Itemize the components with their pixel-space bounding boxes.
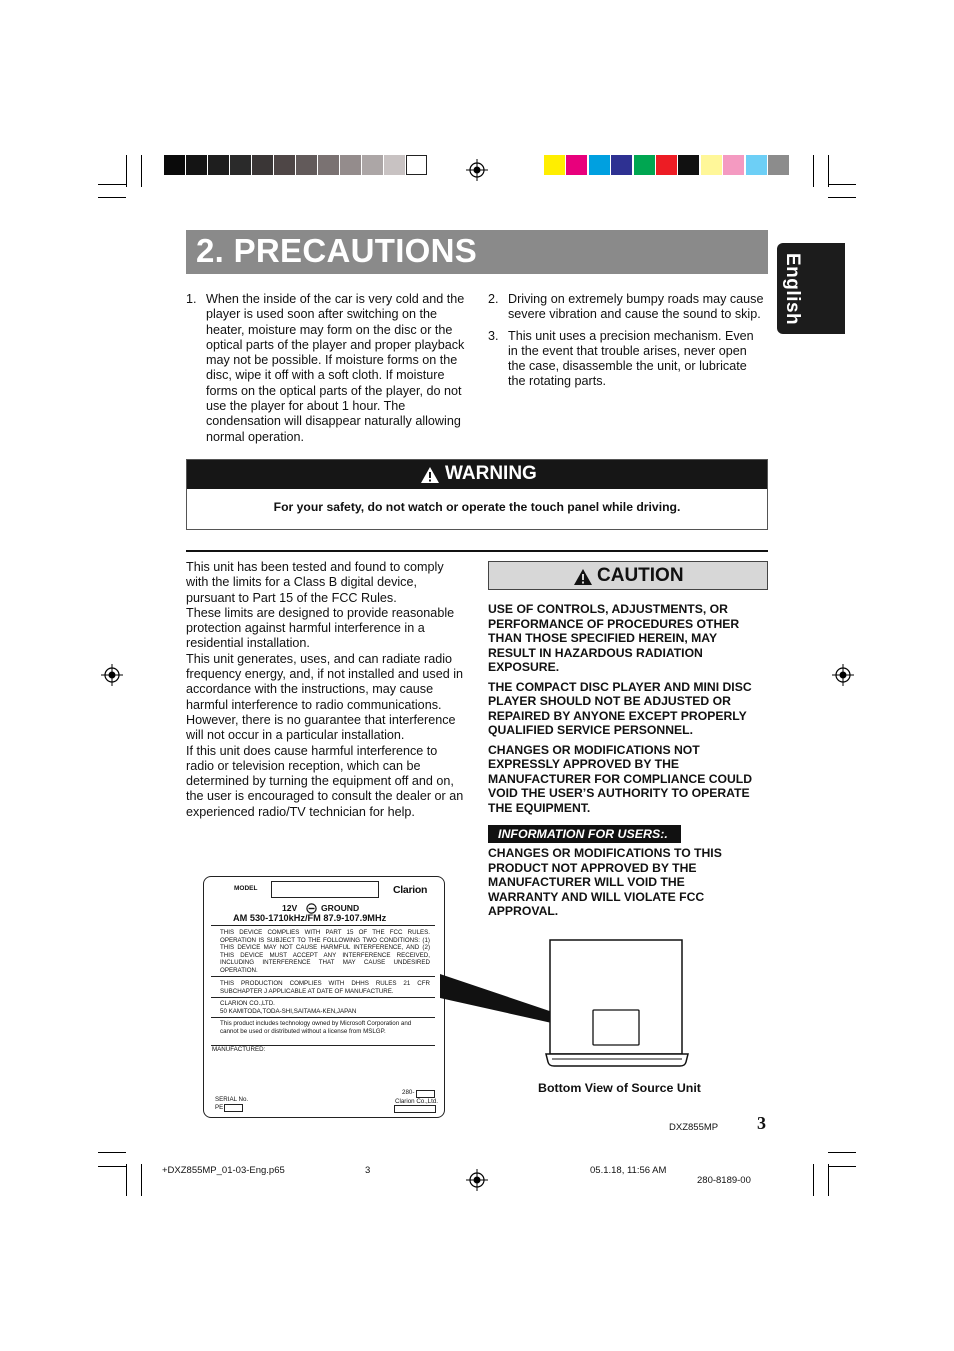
color-swatch [208, 155, 229, 175]
list-number: 3. [488, 328, 499, 343]
color-swatch [566, 155, 587, 175]
list-text: Driving on extremely bumpy roads may cause severe vibration and cause the sound to skip. [508, 292, 764, 322]
caution-heading: CAUTION [597, 565, 684, 586]
label-company-small: Clarion Co.,Ltd. [395, 1098, 438, 1105]
registration-mark-icon [466, 159, 488, 181]
section-title: 2. PRECAUTIONS [196, 232, 478, 269]
color-swatch [589, 155, 610, 175]
color-swatch [406, 155, 427, 175]
warning-triangle-icon [573, 568, 593, 586]
fcc-paragraph: This unit has been tested and found to comply with the limits for a Class B digital device, pursuant to Part 15 of the FCC Rules. [186, 560, 444, 605]
brand-logo: Clarion [393, 884, 428, 896]
label-manufactured: MANUFACTURED: [212, 1046, 266, 1053]
list-item [488, 292, 766, 323]
footer-part-number: 280-8189-00 [697, 1175, 751, 1186]
language-tab [777, 243, 845, 334]
footer-page: 3 [365, 1165, 371, 1176]
label-dhhs-statement: THIS PRODUCTION COMPLIES WITH DHHS RULES 21 CFR SUBCHAPTER J APPLICABLE AT DATE OF MANUFACTURE. [220, 980, 430, 995]
list-number: 2. [488, 292, 499, 306]
serial-field [394, 1105, 436, 1113]
color-swatch [768, 155, 789, 175]
model-code: DXZ855MP [669, 1122, 719, 1133]
label-serial: SERIAL No. [215, 1096, 249, 1103]
fcc-statement [186, 560, 464, 820]
color-swatch [656, 155, 677, 175]
label-model: MODEL [234, 885, 258, 892]
list-item [488, 329, 766, 390]
label-microsoft: This product includes technology owned by Microsoft Corporation and cannot be used or distributed without a license from MSLGP. [220, 1020, 412, 1035]
color-swatch [340, 155, 361, 175]
color-swatch [746, 155, 767, 175]
model-field [271, 881, 379, 898]
list-text: This unit uses a precision mechanism. Even in the event that trouble arises, never open the case, disassemble the unit, or lubricate the rotating parts. [508, 328, 754, 389]
label-power: 12V [282, 903, 298, 913]
color-swatch [252, 155, 273, 175]
list-item [186, 292, 466, 445]
color-swatch [701, 155, 722, 175]
color-swatch [230, 155, 251, 175]
caution-header [488, 561, 768, 590]
footer-datetime: 05.1.18, 11:56 AM [590, 1165, 667, 1176]
section-divider [186, 550, 768, 552]
caution-paragraph: CHANGES OR MODIFICATIONS NOT EXPRESSLY APPROVED BY THE MANUFACTURER FOR COMPLIANCE COULD VOID THE USER’S AUTHORITY TO OPERATE THE EQUIPMENT. [488, 742, 753, 815]
registration-mark-icon [466, 1169, 488, 1191]
source-unit-bottom-view [543, 938, 691, 1070]
list-number: 1. [186, 292, 197, 306]
info-users-label-text: INFORMATION FOR USERS:. [498, 827, 668, 841]
warning-box [186, 459, 768, 530]
color-swatch [186, 155, 207, 175]
fcc-paragraph: These limits are designed to provide reasonable protection against harmful interference in a residential installation. [186, 605, 455, 651]
bottom-view-caption: Bottom View of Source Unit [538, 1081, 701, 1095]
caution-paragraph: USE OF CONTROLS, ADJUSTMENTS, OR PERFORMANCE OF PROCEDURES OTHER THAN THOSE SPECIFIED HEREIN, MAY RESULT IN HAZARDOUS RADIATION EXPOSURE. [488, 602, 740, 674]
color-swatch [296, 155, 317, 175]
product-label [203, 876, 445, 1118]
color-swatch [164, 155, 185, 175]
label-company: CLARION CO.,LTD. [220, 1000, 275, 1007]
precautions-column-left [186, 292, 466, 451]
label-pe: PE [215, 1104, 224, 1111]
pe-field [224, 1104, 243, 1112]
section-title-band [186, 230, 768, 274]
registration-mark-icon [832, 664, 854, 686]
label-code: 280- [402, 1089, 415, 1096]
color-swatch [362, 155, 383, 175]
fcc-paragraph: This unit generates, uses, and can radiate radio frequency energy, and, if not installed and used in accordance with the instructions, may cause harmful interference to radio communications. However, there is no guarantee that interference will not occur in a particular installation. [186, 651, 464, 743]
language-tab-label: English [782, 253, 803, 326]
color-swatch [723, 155, 744, 175]
label-frequency: AM 530-1710kHz/FM 87.9-107.9MHz [233, 913, 387, 923]
color-swatch [318, 155, 339, 175]
fcc-paragraph: If this unit does cause harmful interference to radio or television reception, which can be determined by turning the equipment off and on, the user is encouraged to consult the dealer or an experienced radio/TV technician for help. [186, 743, 464, 819]
warning-text: For your safety, do not watch or operate the touch panel while driving. [273, 500, 681, 514]
warning-header [187, 460, 767, 489]
caution-text [488, 602, 768, 820]
code-field [416, 1090, 435, 1098]
label-fcc-statement: THIS DEVICE COMPLIES WITH PART 15 OF THE FCC RULES. OPERATION IS SUBJECT TO THE FOLLOWING TWO CONDITIONS: (1) THIS DEVICE MAY NOT CAUSE HARMFUL INTERFERENCE, AND (2) THIS DEVICE MUST ACCEPT ANY INTERFERENCE RECEIVED, INCLUDING INTERFERENCE THAT MAY CAUSE UNDESIRED OPERATION. [220, 929, 430, 974]
warning-triangle-icon [420, 466, 440, 484]
color-swatch [274, 155, 295, 175]
color-swatch [544, 155, 565, 175]
color-swatch [634, 155, 655, 175]
list-text: When the inside of the car is very cold and the player is used soon after switching on the heater, moisture may form on the disc or the optical parts of the player and proper playback may not be possible. If moisture forms on the disc, wipe it off with a soft cloth. If moisture forms on the optical parts of the player, do not use the player for about 1 hour. The condensation will disappear naturally allowing normal operation. [206, 292, 465, 444]
registration-mark-icon [101, 664, 123, 686]
info-users-text: CHANGES OR MODIFICATIONS TO THIS PRODUCT NOT APPROVED BY THE MANUFACTURER WILL VOID THE WARRANTY AND WILL VIOLATE FCC APPROVAL. [488, 846, 722, 918]
footer-filename: +DXZ855MP_01-03-Eng.p65 [162, 1165, 285, 1176]
color-swatch [678, 155, 699, 175]
info-users-label [488, 825, 681, 843]
warning-heading: WARNING [445, 463, 537, 484]
precautions-column-right [488, 292, 766, 396]
caution-paragraph: THE COMPACT DISC PLAYER AND MINI DISC PLAYER SHOULD NOT BE ADJUSTED OR REPAIRED BY ANYONE EXCEPT PROPERLY QUALIFIED SERVICE PERSONNEL. [488, 679, 752, 737]
color-swatch [611, 155, 632, 175]
page-number: 3 [757, 1113, 766, 1133]
label-ground: GROUND [321, 903, 360, 913]
label-address: 50 KAMITODA,TODA-SHI,SAITAMA-KEN,JAPAN [220, 1008, 357, 1015]
color-swatch [384, 155, 405, 175]
